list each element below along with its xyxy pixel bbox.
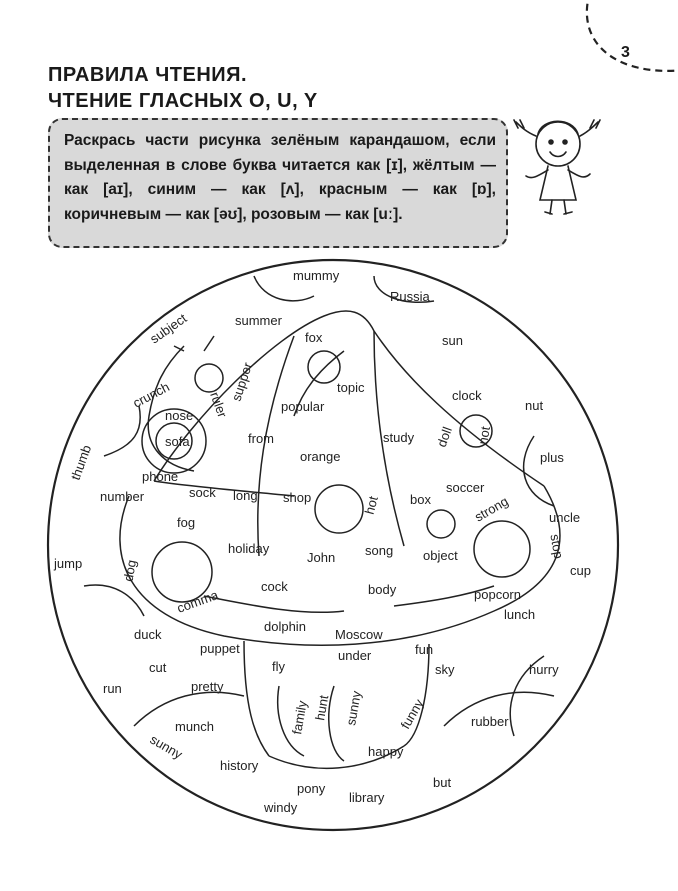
coloring-picture <box>44 256 622 834</box>
word-subject: subject <box>147 310 190 347</box>
word-from: from <box>248 431 274 446</box>
title-line-1: ПРАВИЛА ЧТЕНИЯ. <box>48 64 248 86</box>
word-sun: sun <box>442 333 463 348</box>
word-john: John <box>307 550 336 565</box>
word-dog: dog <box>120 558 140 583</box>
word-family: family <box>289 699 310 736</box>
word-popcorn: popcorn <box>474 587 521 602</box>
title-line-2: ЧТЕНИЕ ГЛАСНЫХ O, U, Y <box>48 90 318 112</box>
word-under: under <box>338 648 372 663</box>
word-topic: topic <box>337 380 365 395</box>
word-windy: windy <box>264 800 298 815</box>
word-study: study <box>383 430 415 445</box>
word-nose: nose <box>165 408 194 423</box>
word-song: song <box>365 543 394 558</box>
word-uncle: uncle <box>549 510 581 525</box>
word-box: box <box>410 492 431 507</box>
word-but: but <box>433 775 452 790</box>
word-popular: popular <box>281 399 325 414</box>
page-number: 3 <box>621 44 630 61</box>
word-stop: stop <box>547 532 567 560</box>
word-shop: shop <box>283 490 312 505</box>
word-hunt: hunt <box>312 693 332 722</box>
word-puppet: puppet <box>200 641 240 656</box>
word-soccer: soccer <box>446 480 485 495</box>
word-fog: fog <box>177 515 196 530</box>
word-sunny-mushroom: sunny <box>343 689 364 727</box>
word-happy: happy <box>368 744 404 759</box>
word-long: long <box>233 488 258 503</box>
word-body: body <box>368 582 397 597</box>
word-plus: plus <box>540 450 564 465</box>
word-library: library <box>349 790 385 805</box>
word-object: object <box>423 548 458 563</box>
word-hurry: hurry <box>529 662 559 677</box>
word-cock: cock <box>261 579 288 594</box>
word-duck: duck <box>134 627 162 642</box>
word-munch: munch <box>175 719 215 734</box>
word-holiday: holiday <box>228 541 270 556</box>
word-summer: summer <box>235 313 282 328</box>
word-comma: comma <box>174 587 221 616</box>
word-sky: sky <box>435 662 455 677</box>
word-fox: fox <box>305 330 323 345</box>
word-clock: clock <box>452 388 482 403</box>
word-doll: doll <box>433 424 455 450</box>
word-not: not <box>475 425 493 446</box>
word-history: history <box>220 758 259 773</box>
word-pretty: pretty <box>191 679 224 694</box>
word-moscow: Moscow <box>335 627 383 642</box>
word-orange: orange <box>300 449 341 464</box>
word-mummy: mummy <box>293 268 340 283</box>
word-ruler: ruler <box>207 389 231 420</box>
word-phone: phone <box>142 469 179 484</box>
word-crunch: crunch <box>130 379 172 411</box>
word-run: run <box>103 681 122 696</box>
girl-illustration <box>512 106 602 218</box>
page-number-badge <box>575 0 678 87</box>
word-nut: nut <box>525 398 544 413</box>
word-thumb: thumb <box>67 442 95 483</box>
word-dolphin: dolphin <box>264 619 306 634</box>
word-pony: pony <box>297 781 326 796</box>
word-rubber: rubber <box>471 714 509 729</box>
instruction-box: Раскрась части рисунка зелёным карандашом, если выделенная в слове буква читается как [ɪ], жёлтым — как [aɪ], синим — как [ʌ], красным — как [ɒ], коричневым — как [əʊ], розовым — как [uː]. <box>48 118 508 248</box>
word-cup: cup <box>570 563 591 578</box>
word-number: number <box>100 489 145 504</box>
word-russia: Russia <box>390 289 430 304</box>
word-cut: cut <box>149 660 167 675</box>
word-sunny: sunny <box>147 731 186 762</box>
word-fly: fly <box>272 659 285 674</box>
word-sock: sock <box>189 485 216 500</box>
word-lunch: lunch <box>504 607 536 622</box>
word-jump: jump <box>54 556 83 571</box>
word-fun: fun <box>415 642 434 657</box>
page-title <box>48 62 318 114</box>
word-sofa: sofa <box>165 434 190 449</box>
word-hot: hot <box>361 494 381 516</box>
word-funny: funny <box>397 696 427 732</box>
word-supper: supper <box>228 360 256 403</box>
word-strong: strong <box>472 493 511 525</box>
